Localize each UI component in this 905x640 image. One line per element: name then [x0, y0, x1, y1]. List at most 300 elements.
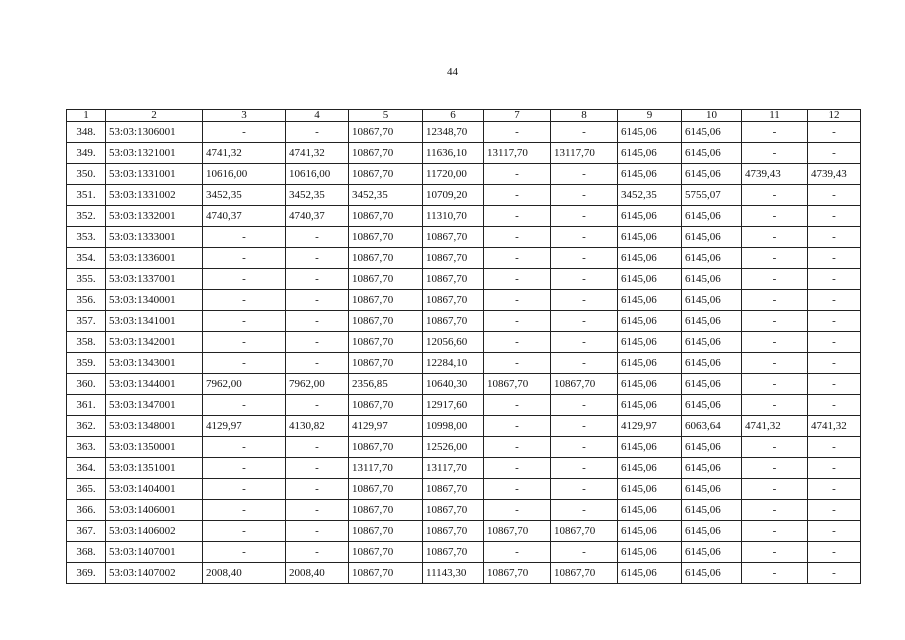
table-cell-col-4: - — [286, 248, 349, 269]
table-cell-col-7: - — [484, 416, 551, 437]
table-cell-col-10: 6145,06 — [682, 500, 742, 521]
table-cell-col-11: - — [742, 311, 808, 332]
table-cell-col-11: - — [742, 521, 808, 542]
table-cell-col-7: - — [484, 437, 551, 458]
table-cell-col-3: - — [203, 521, 286, 542]
table-cell-col-7: - — [484, 164, 551, 185]
table-cell-col-8: - — [551, 395, 618, 416]
table-cell-col-2: 53:03:1347001 — [106, 395, 203, 416]
table-cell-col-6: 10867,70 — [423, 479, 484, 500]
table-row — [67, 290, 861, 311]
table-cell-col-2: 53:03:1331002 — [106, 185, 203, 206]
table-cell-col-6: 10867,70 — [423, 248, 484, 269]
column-header-9: 9 — [618, 110, 682, 122]
column-header-3: 3 — [203, 110, 286, 122]
table-cell-col-3: - — [203, 500, 286, 521]
table-cell-col-2: 53:03:1321001 — [106, 143, 203, 164]
table-cell-col-12: - — [808, 185, 861, 206]
table-row — [67, 521, 861, 542]
table-cell-col-12: - — [808, 542, 861, 563]
table-cell-col-3: - — [203, 542, 286, 563]
table-cell-col-8: - — [551, 437, 618, 458]
table-cell-col-7: 10867,70 — [484, 374, 551, 395]
table-cell-col-2: 53:03:1343001 — [106, 353, 203, 374]
table-cell-col-1: 359. — [67, 353, 106, 374]
table-cell-col-6: 13117,70 — [423, 458, 484, 479]
table-row — [67, 185, 861, 206]
table-cell-col-6: 10998,00 — [423, 416, 484, 437]
table-cell-col-5: 10867,70 — [349, 332, 423, 353]
table-cell-col-11: - — [742, 269, 808, 290]
table-cell-col-5: 10867,70 — [349, 290, 423, 311]
table-cell-col-8: - — [551, 479, 618, 500]
table-cell-col-4: - — [286, 479, 349, 500]
table-cell-col-12: - — [808, 521, 861, 542]
column-header-2: 2 — [106, 110, 203, 122]
table-cell-col-5: 10867,70 — [349, 395, 423, 416]
table-cell-col-1: 352. — [67, 206, 106, 227]
table-cell-col-3: 3452,35 — [203, 185, 286, 206]
table-cell-col-7: - — [484, 122, 551, 143]
table-cell-col-10: 6145,06 — [682, 269, 742, 290]
table-cell-col-10: 6145,06 — [682, 164, 742, 185]
table-cell-col-7: - — [484, 458, 551, 479]
table-cell-col-12: 4741,32 — [808, 416, 861, 437]
table-cell-col-7: - — [484, 353, 551, 374]
table-cell-col-2: 53:03:1407001 — [106, 542, 203, 563]
table-cell-col-5: 10867,70 — [349, 521, 423, 542]
table-row — [67, 353, 861, 374]
table-cell-col-11: - — [742, 290, 808, 311]
table-cell-col-3: - — [203, 227, 286, 248]
table-cell-col-5: 10867,70 — [349, 437, 423, 458]
table-cell-col-4: - — [286, 521, 349, 542]
table-cell-col-9: 6145,06 — [618, 311, 682, 332]
table-cell-col-5: 10867,70 — [349, 122, 423, 143]
table-cell-col-3: 10616,00 — [203, 164, 286, 185]
table-cell-col-9: 6145,06 — [618, 290, 682, 311]
table-cell-col-11: - — [742, 122, 808, 143]
table-cell-col-5: 10867,70 — [349, 164, 423, 185]
table-cell-col-8: - — [551, 542, 618, 563]
table-cell-col-12: - — [808, 500, 861, 521]
table-cell-col-9: 6145,06 — [618, 143, 682, 164]
table-cell-col-9: 6145,06 — [618, 437, 682, 458]
table-cell-col-1: 367. — [67, 521, 106, 542]
table-cell-col-11: - — [742, 437, 808, 458]
table-cell-col-1: 355. — [67, 269, 106, 290]
table-cell-col-7: - — [484, 332, 551, 353]
table-cell-col-10: 6145,06 — [682, 437, 742, 458]
table-cell-col-7: 10867,70 — [484, 521, 551, 542]
table-cell-col-10: 6063,64 — [682, 416, 742, 437]
table-cell-col-7: - — [484, 500, 551, 521]
table-cell-col-4: 3452,35 — [286, 185, 349, 206]
table-cell-col-6: 10867,70 — [423, 542, 484, 563]
table-cell-col-8: 10867,70 — [551, 563, 618, 584]
table-cell-col-12: - — [808, 206, 861, 227]
table-cell-col-1: 354. — [67, 248, 106, 269]
table-cell-col-2: 53:03:1331001 — [106, 164, 203, 185]
table-cell-col-6: 10709,20 — [423, 185, 484, 206]
table-cell-col-1: 368. — [67, 542, 106, 563]
table-cell-col-4: - — [286, 311, 349, 332]
table-cell-col-10: 5755,07 — [682, 185, 742, 206]
table-cell-col-4: 4740,37 — [286, 206, 349, 227]
data-table — [66, 109, 861, 584]
table-cell-col-5: 13117,70 — [349, 458, 423, 479]
table-row — [67, 563, 861, 584]
table-cell-col-11: - — [742, 227, 808, 248]
table-cell-col-5: 10867,70 — [349, 479, 423, 500]
table-cell-col-10: 6145,06 — [682, 206, 742, 227]
table-cell-col-7: - — [484, 206, 551, 227]
table-cell-col-5: 10867,70 — [349, 248, 423, 269]
page-number: 44 — [447, 66, 458, 78]
table-cell-col-2: 53:03:1404001 — [106, 479, 203, 500]
table-row — [67, 458, 861, 479]
table-cell-col-8: 10867,70 — [551, 374, 618, 395]
table-cell-col-9: 3452,35 — [618, 185, 682, 206]
table-cell-col-11: - — [742, 458, 808, 479]
table-cell-col-9: 6145,06 — [618, 353, 682, 374]
table-row — [67, 500, 861, 521]
table-cell-col-10: 6145,06 — [682, 353, 742, 374]
table-cell-col-9: 6145,06 — [618, 458, 682, 479]
table-cell-col-4: - — [286, 437, 349, 458]
table-cell-col-1: 366. — [67, 500, 106, 521]
table-cell-col-11: - — [742, 353, 808, 374]
table-cell-col-4: - — [286, 542, 349, 563]
table-cell-col-3: - — [203, 269, 286, 290]
table-cell-col-4: - — [286, 395, 349, 416]
table-cell-col-1: 348. — [67, 122, 106, 143]
table-cell-col-1: 353. — [67, 227, 106, 248]
table-cell-col-11: - — [742, 542, 808, 563]
table-cell-col-9: 6145,06 — [618, 521, 682, 542]
table-cell-col-12: - — [808, 563, 861, 584]
table-cell-col-2: 53:03:1351001 — [106, 458, 203, 479]
table-cell-col-5: 3452,35 — [349, 185, 423, 206]
table-cell-col-7: - — [484, 227, 551, 248]
table-cell-col-10: 6145,06 — [682, 311, 742, 332]
table-cell-col-10: 6145,06 — [682, 374, 742, 395]
table-cell-col-11: - — [742, 248, 808, 269]
table-cell-col-10: 6145,06 — [682, 248, 742, 269]
table-cell-col-2: 53:03:1340001 — [106, 290, 203, 311]
table-cell-col-9: 6145,06 — [618, 122, 682, 143]
table-cell-col-3: - — [203, 479, 286, 500]
table-cell-col-8: - — [551, 227, 618, 248]
table-cell-col-7: - — [484, 311, 551, 332]
table-cell-col-12: - — [808, 374, 861, 395]
table-cell-col-2: 53:03:1406001 — [106, 500, 203, 521]
column-header-11: 11 — [742, 110, 808, 122]
table-cell-col-10: 6145,06 — [682, 479, 742, 500]
table-cell-col-4: - — [286, 500, 349, 521]
table-cell-col-3: 4741,32 — [203, 143, 286, 164]
table-cell-col-1: 365. — [67, 479, 106, 500]
column-header-4: 4 — [286, 110, 349, 122]
table-cell-col-4: 10616,00 — [286, 164, 349, 185]
table-cell-col-3: 4740,37 — [203, 206, 286, 227]
table-cell-col-9: 6145,06 — [618, 248, 682, 269]
table-cell-col-12: 4739,43 — [808, 164, 861, 185]
table-cell-col-7: - — [484, 185, 551, 206]
table-cell-col-7: - — [484, 542, 551, 563]
table-cell-col-3: - — [203, 311, 286, 332]
table-row — [67, 416, 861, 437]
table-cell-col-11: - — [742, 185, 808, 206]
table-cell-col-4: - — [286, 269, 349, 290]
table-cell-col-2: 53:03:1333001 — [106, 227, 203, 248]
table-cell-col-1: 361. — [67, 395, 106, 416]
table-cell-col-1: 349. — [67, 143, 106, 164]
table-cell-col-4: - — [286, 227, 349, 248]
table-row — [67, 164, 861, 185]
table-cell-col-3: 2008,40 — [203, 563, 286, 584]
table-cell-col-10: 6145,06 — [682, 563, 742, 584]
table-cell-col-9: 6145,06 — [618, 227, 682, 248]
table-cell-col-3: - — [203, 122, 286, 143]
table-cell-col-4: - — [286, 353, 349, 374]
table-cell-col-8: 13117,70 — [551, 143, 618, 164]
table-cell-col-7: 13117,70 — [484, 143, 551, 164]
table-cell-col-2: 53:03:1344001 — [106, 374, 203, 395]
table-cell-col-11: - — [742, 500, 808, 521]
table-cell-col-3: - — [203, 437, 286, 458]
table-cell-col-12: - — [808, 395, 861, 416]
table-cell-col-2: 53:03:1306001 — [106, 122, 203, 143]
table-cell-col-2: 53:03:1348001 — [106, 416, 203, 437]
table-cell-col-12: - — [808, 458, 861, 479]
table-cell-col-1: 364. — [67, 458, 106, 479]
table-cell-col-12: - — [808, 437, 861, 458]
table-cell-col-3: - — [203, 353, 286, 374]
table-cell-col-11: - — [742, 374, 808, 395]
table-row — [67, 542, 861, 563]
table-cell-col-8: - — [551, 206, 618, 227]
table-cell-col-8: - — [551, 500, 618, 521]
table-cell-col-4: - — [286, 332, 349, 353]
table-cell-col-11: 4741,32 — [742, 416, 808, 437]
table-cell-col-1: 350. — [67, 164, 106, 185]
table-cell-col-5: 10867,70 — [349, 542, 423, 563]
table-cell-col-9: 6145,06 — [618, 395, 682, 416]
header-row — [67, 110, 861, 122]
table-row — [67, 269, 861, 290]
table-cell-col-12: - — [808, 290, 861, 311]
table-cell-col-5: 10867,70 — [349, 353, 423, 374]
table-cell-col-12: - — [808, 122, 861, 143]
table-cell-col-6: 11720,00 — [423, 164, 484, 185]
table-cell-col-5: 10867,70 — [349, 143, 423, 164]
table-cell-col-8: - — [551, 311, 618, 332]
table-cell-col-2: 53:03:1350001 — [106, 437, 203, 458]
table-cell-col-7: - — [484, 269, 551, 290]
table-cell-col-2: 53:03:1341001 — [106, 311, 203, 332]
table-header — [67, 110, 861, 122]
table-cell-col-12: - — [808, 248, 861, 269]
table-cell-col-8: - — [551, 164, 618, 185]
table-row — [67, 332, 861, 353]
table-cell-col-1: 362. — [67, 416, 106, 437]
table-cell-col-7: - — [484, 290, 551, 311]
table-row — [67, 479, 861, 500]
table-cell-col-12: - — [808, 143, 861, 164]
table-row — [67, 206, 861, 227]
table-cell-col-6: 10867,70 — [423, 290, 484, 311]
table-cell-col-2: 53:03:1407002 — [106, 563, 203, 584]
table-cell-col-6: 11636,10 — [423, 143, 484, 164]
table-cell-col-10: 6145,06 — [682, 332, 742, 353]
table-cell-col-3: - — [203, 395, 286, 416]
table-cell-col-8: - — [551, 122, 618, 143]
table-cell-col-3: - — [203, 248, 286, 269]
table-cell-col-8: - — [551, 248, 618, 269]
column-header-5: 5 — [349, 110, 423, 122]
table-cell-col-1: 360. — [67, 374, 106, 395]
table-cell-col-10: 6145,06 — [682, 458, 742, 479]
table-cell-col-11: - — [742, 143, 808, 164]
table-cell-col-10: 6145,06 — [682, 122, 742, 143]
table-row — [67, 227, 861, 248]
table-cell-col-1: 358. — [67, 332, 106, 353]
table-cell-col-8: - — [551, 185, 618, 206]
table-cell-col-5: 10867,70 — [349, 311, 423, 332]
table-cell-col-3: - — [203, 458, 286, 479]
table-cell-col-9: 4129,97 — [618, 416, 682, 437]
table-cell-col-3: 4129,97 — [203, 416, 286, 437]
table-body — [67, 122, 861, 584]
table-cell-col-9: 6145,06 — [618, 332, 682, 353]
table-cell-col-8: - — [551, 353, 618, 374]
table-cell-col-5: 10867,70 — [349, 500, 423, 521]
table-cell-col-11: - — [742, 206, 808, 227]
table-row — [67, 374, 861, 395]
table-cell-col-10: 6145,06 — [682, 521, 742, 542]
table-cell-col-7: - — [484, 395, 551, 416]
table-cell-col-11: - — [742, 332, 808, 353]
table-cell-col-3: - — [203, 290, 286, 311]
table-cell-col-2: 53:03:1337001 — [106, 269, 203, 290]
table-cell-col-9: 6145,06 — [618, 542, 682, 563]
table-cell-col-4: - — [286, 290, 349, 311]
table-cell-col-5: 10867,70 — [349, 563, 423, 584]
table-cell-col-9: 6145,06 — [618, 563, 682, 584]
table-cell-col-12: - — [808, 227, 861, 248]
table-cell-col-10: 6145,06 — [682, 290, 742, 311]
table-cell-col-8: - — [551, 458, 618, 479]
table-row — [67, 437, 861, 458]
table-cell-col-5: 10867,70 — [349, 269, 423, 290]
table-cell-col-6: 12284,10 — [423, 353, 484, 374]
table-cell-col-6: 10867,70 — [423, 269, 484, 290]
table-cell-col-10: 6145,06 — [682, 227, 742, 248]
table-cell-col-6: 10640,30 — [423, 374, 484, 395]
table-cell-col-8: - — [551, 290, 618, 311]
table-cell-col-11: - — [742, 563, 808, 584]
column-header-12: 12 — [808, 110, 861, 122]
table-cell-col-4: 2008,40 — [286, 563, 349, 584]
table-cell-col-8: - — [551, 332, 618, 353]
table-cell-col-12: - — [808, 353, 861, 374]
table-cell-col-7: 10867,70 — [484, 563, 551, 584]
table-cell-col-6: 12348,70 — [423, 122, 484, 143]
table-cell-col-1: 351. — [67, 185, 106, 206]
table-cell-col-3: 7962,00 — [203, 374, 286, 395]
table-row — [67, 311, 861, 332]
table-cell-col-6: 12917,60 — [423, 395, 484, 416]
table-cell-col-6: 10867,70 — [423, 227, 484, 248]
table-cell-col-4: - — [286, 458, 349, 479]
column-header-7: 7 — [484, 110, 551, 122]
table-cell-col-9: 6145,06 — [618, 206, 682, 227]
table-cell-col-12: - — [808, 332, 861, 353]
table-cell-col-1: 356. — [67, 290, 106, 311]
table-cell-col-8: 10867,70 — [551, 521, 618, 542]
table-row — [67, 248, 861, 269]
table-cell-col-8: - — [551, 269, 618, 290]
table-cell-col-2: 53:03:1332001 — [106, 206, 203, 227]
table-cell-col-2: 53:03:1406002 — [106, 521, 203, 542]
table-cell-col-10: 6145,06 — [682, 143, 742, 164]
table-row — [67, 143, 861, 164]
table-cell-col-2: 53:03:1336001 — [106, 248, 203, 269]
table-cell-col-7: - — [484, 248, 551, 269]
table-cell-col-2: 53:03:1342001 — [106, 332, 203, 353]
table-cell-col-8: - — [551, 416, 618, 437]
table-cell-col-9: 6145,06 — [618, 500, 682, 521]
table-cell-col-7: - — [484, 479, 551, 500]
table-row — [67, 395, 861, 416]
table-cell-col-12: - — [808, 269, 861, 290]
column-header-10: 10 — [682, 110, 742, 122]
table-cell-col-6: 10867,70 — [423, 521, 484, 542]
table-cell-col-1: 363. — [67, 437, 106, 458]
table-cell-col-6: 11310,70 — [423, 206, 484, 227]
table-cell-col-6: 12526,00 — [423, 437, 484, 458]
column-header-8: 8 — [551, 110, 618, 122]
table-cell-col-10: 6145,06 — [682, 542, 742, 563]
table-cell-col-1: 369. — [67, 563, 106, 584]
table-cell-col-9: 6145,06 — [618, 164, 682, 185]
table-cell-col-9: 6145,06 — [618, 374, 682, 395]
table-cell-col-11: - — [742, 479, 808, 500]
column-header-1: 1 — [67, 110, 106, 122]
table-cell-col-3: - — [203, 332, 286, 353]
table-cell-col-4: 4130,82 — [286, 416, 349, 437]
table-cell-col-12: - — [808, 479, 861, 500]
table-cell-col-11: 4739,43 — [742, 164, 808, 185]
table-cell-col-9: 6145,06 — [618, 269, 682, 290]
table-cell-col-4: 4741,32 — [286, 143, 349, 164]
table-cell-col-6: 10867,70 — [423, 500, 484, 521]
table-cell-col-6: 11143,30 — [423, 563, 484, 584]
table-cell-col-11: - — [742, 395, 808, 416]
column-header-6: 6 — [423, 110, 484, 122]
table-cell-col-9: 6145,06 — [618, 479, 682, 500]
table-cell-col-5: 2356,85 — [349, 374, 423, 395]
table-cell-col-5: 10867,70 — [349, 227, 423, 248]
table-cell-col-12: - — [808, 311, 861, 332]
table-row — [67, 122, 861, 143]
table-cell-col-6: 10867,70 — [423, 311, 484, 332]
table-cell-col-10: 6145,06 — [682, 395, 742, 416]
table-cell-col-6: 12056,60 — [423, 332, 484, 353]
table-cell-col-4: - — [286, 122, 349, 143]
table-cell-col-5: 4129,97 — [349, 416, 423, 437]
